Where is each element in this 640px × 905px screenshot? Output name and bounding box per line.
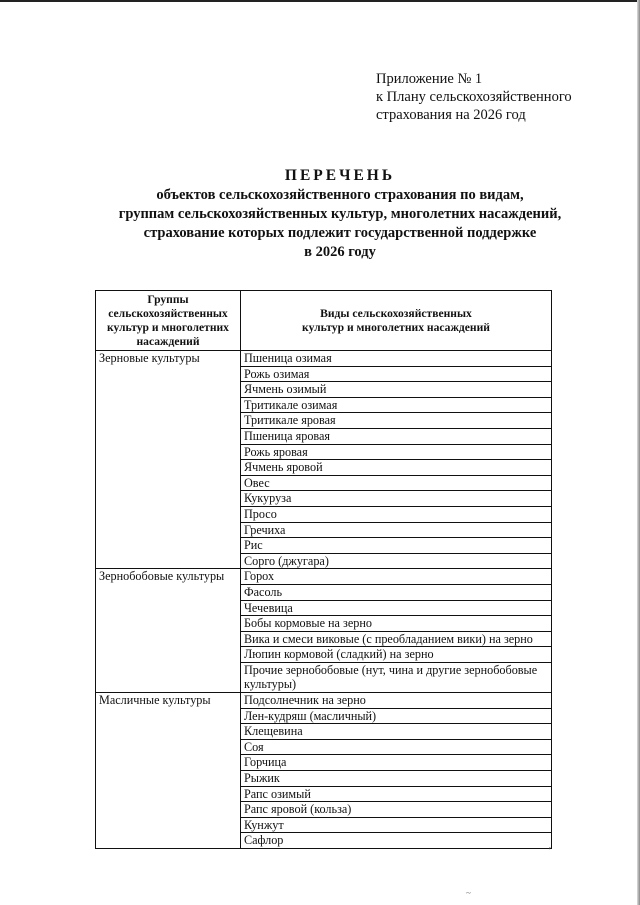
group-legumes (96, 569, 552, 693)
group-grain-label: Зерновые культуры (96, 351, 241, 569)
crop-cell: Пшеница озимая (241, 351, 552, 367)
appendix-note (376, 70, 572, 124)
crop-cell: Гречиха (241, 522, 552, 538)
crop-cell: Вика и смеси виковые (с преобладанием вики) на зерно (241, 631, 552, 647)
title-line-1: объектов сельскохозяйственного страхования по видам, (156, 187, 524, 203)
crop-cell: Соя (241, 739, 552, 755)
crop-cell: Горчица (241, 755, 552, 771)
document-title (80, 166, 600, 262)
page-top-edge (0, 0, 640, 2)
title-main: ПЕРЕЧЕНЬ (284, 167, 396, 184)
crop-cell: Рапс озимый (241, 786, 552, 802)
crop-cell: Ячмень яровой (241, 460, 552, 476)
crop-cell: Просо (241, 506, 552, 522)
crop-cell: Рис (241, 538, 552, 554)
crop-cell: Рапс яровой (кольза) (241, 802, 552, 818)
crop-cell: Прочие зернобобовые (нут, чина и другие зернобобовые культуры) (241, 662, 552, 692)
crop-cell: Люпин кормовой (сладкий) на зерно (241, 647, 552, 663)
group-oil-label: Масличные культуры (96, 693, 241, 849)
crop-cell: Кукуруза (241, 491, 552, 507)
crop-cell: Горох (241, 569, 552, 585)
group-grain (96, 351, 552, 569)
table-row (96, 351, 552, 367)
crop-cell: Сорго (джугара) (241, 553, 552, 569)
title-line-3: страхование которых подлежит государственной поддержке (143, 225, 537, 241)
crop-cell: Кунжут (241, 817, 552, 833)
crop-cell: Ячмень озимый (241, 382, 552, 398)
table-row (96, 569, 552, 585)
crop-cell: Рыжик (241, 771, 552, 787)
crop-cell: Фасоль (241, 584, 552, 600)
crop-cell: Тритикале озимая (241, 397, 552, 413)
title-line-4: в 2026 году (304, 244, 376, 260)
title-line-2: группам сельскохозяйственных культур, многолетних насаждений, (118, 206, 562, 222)
crop-cell: Сафлор (241, 833, 552, 849)
crop-cell: Бобы кормовые на зерно (241, 616, 552, 632)
crop-cell: Рожь озимая (241, 366, 552, 382)
crop-cell: Тритикале яровая (241, 413, 552, 429)
group-oil (96, 693, 552, 849)
crops-table (95, 290, 552, 849)
bottom-mark: ~ (466, 888, 471, 898)
appendix-line-3: страхования на 2026 год (376, 107, 526, 123)
appendix-line-2: к Плану сельскохозяйственного (376, 89, 572, 105)
crop-cell: Чечевица (241, 600, 552, 616)
header-types: Виды сельскохозяйственных культур и многолетних насаждений (241, 291, 552, 351)
header-groups: Группы сельскохозяйственных культур и многолетних насаждений (96, 291, 241, 351)
table-header-row (96, 291, 552, 351)
table-row (96, 693, 552, 709)
crop-cell: Рожь яровая (241, 444, 552, 460)
crop-cell: Клещевина (241, 724, 552, 740)
corner-mark: ' (549, 846, 551, 857)
crop-cell: Подсолнечник на зерно (241, 693, 552, 709)
crop-cell: Пшеница яровая (241, 428, 552, 444)
appendix-line-1: Приложение № 1 (376, 71, 483, 87)
crop-cell: Овес (241, 475, 552, 491)
crop-cell: Лен-кудряш (масличный) (241, 708, 552, 724)
group-legumes-label: Зернобобовые культуры (96, 569, 241, 693)
